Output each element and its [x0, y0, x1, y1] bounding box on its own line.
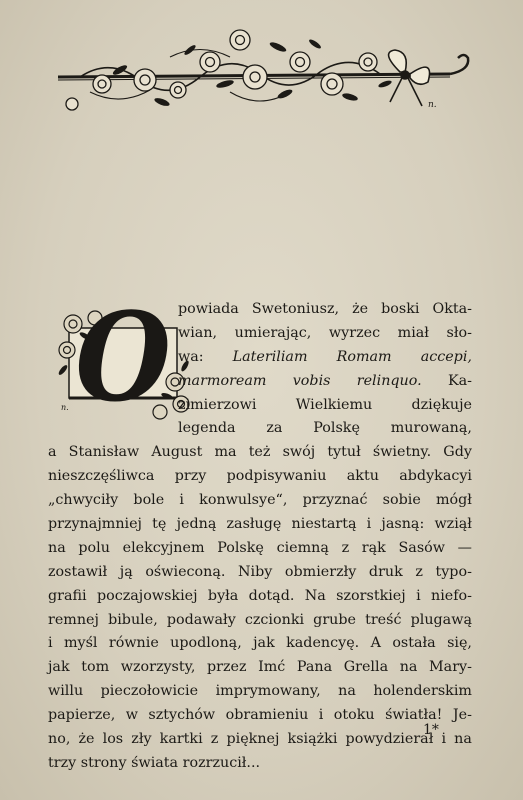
word: holenderskim — [373, 683, 472, 700]
drop-cap-letter: O — [75, 285, 171, 429]
word: że — [78, 731, 95, 748]
word: legenda — [178, 420, 236, 437]
text-line — [48, 585, 472, 609]
word: w — [125, 707, 138, 724]
word: typo- — [435, 563, 472, 580]
word: świata — [131, 754, 179, 771]
word: vobis — [292, 372, 331, 389]
word: oświeconą. — [145, 563, 226, 580]
word: Lateriliam — [232, 348, 308, 365]
word: podpisywaniu — [226, 468, 327, 485]
word: bibule, — [108, 611, 158, 628]
word: a — [48, 444, 57, 461]
word: papierze, — [48, 707, 116, 724]
word: nieszczęśliwca — [48, 468, 155, 485]
word: się, — [447, 635, 472, 652]
word: że — [352, 301, 369, 317]
floral-headpiece-ornament — [50, 22, 480, 117]
word: jak — [48, 659, 70, 676]
word: zostawił — [48, 563, 108, 580]
word: Grella — [343, 659, 389, 676]
svg-text:n.: n. — [61, 403, 69, 412]
text-line — [48, 489, 472, 513]
word: myśl — [63, 635, 98, 652]
word: no, — [48, 731, 71, 748]
text-line — [48, 441, 472, 465]
word: A — [370, 635, 381, 652]
word: imprymowany, — [215, 683, 321, 700]
word: Romam — [336, 348, 392, 365]
word: elekcyjnem — [122, 539, 205, 556]
word: poczajowskiej — [96, 587, 198, 604]
word: los — [102, 731, 124, 748]
word: obramieniu — [225, 707, 309, 724]
word: kadencyę. — [286, 635, 360, 652]
word: murowaną, — [390, 420, 472, 437]
word: obmierzły — [284, 563, 357, 580]
word: Stanisław — [68, 444, 140, 461]
word: tę — [152, 516, 167, 533]
word: jak — [253, 635, 275, 652]
word: trzy — [48, 754, 77, 771]
text-line — [48, 322, 472, 346]
word: na — [338, 683, 356, 700]
word: i — [318, 707, 324, 724]
word: i — [48, 635, 53, 652]
word: i — [366, 516, 372, 533]
word: Wielkiemu — [295, 396, 373, 413]
word: z — [210, 731, 219, 748]
main-paragraph — [48, 298, 472, 776]
word: jasną: — [381, 516, 425, 533]
word: Gdy — [443, 444, 472, 461]
word: Je- — [452, 707, 472, 724]
word: przynajmniej — [48, 516, 142, 533]
word: na — [454, 731, 472, 748]
word: sobie — [382, 492, 421, 509]
word: sło- — [446, 324, 472, 341]
headpiece-signature: n. — [428, 100, 437, 110]
word: — — [457, 539, 472, 556]
word: mógł — [435, 492, 472, 509]
word: polu — [78, 539, 110, 556]
text-line — [48, 704, 472, 728]
word: wzorzysty, — [120, 659, 196, 676]
word: accepi, — [420, 348, 472, 365]
text-line — [48, 417, 472, 441]
word: plugawą — [410, 611, 472, 628]
word: upodloną, — [170, 635, 242, 652]
word: świetny. — [372, 444, 432, 461]
word: Okta- — [432, 301, 472, 317]
word: rąk — [361, 539, 386, 556]
text-line — [48, 728, 472, 752]
word: niefo- — [431, 587, 472, 604]
word: Na — [304, 587, 326, 604]
word: „chwyciły — [48, 492, 119, 509]
word: przyznać — [302, 492, 368, 509]
text-line — [48, 537, 472, 561]
word: światła! — [385, 707, 443, 724]
word: pięknej — [226, 731, 280, 748]
word: sztychów — [148, 707, 216, 724]
word: na — [399, 659, 418, 676]
word: zasługę — [226, 516, 282, 533]
word: równie — [108, 635, 159, 652]
word: z — [415, 563, 423, 580]
word: przy — [174, 468, 207, 485]
word: strony — [80, 754, 127, 771]
word: ciemną — [276, 539, 329, 556]
page-number: 1* — [423, 722, 439, 738]
word: boski — [381, 301, 420, 317]
word: dotąd. — [248, 587, 295, 604]
word: i — [441, 731, 447, 748]
word: podawały — [166, 611, 236, 628]
word: Ka- — [447, 372, 472, 389]
text-line — [48, 370, 472, 394]
word: otoku — [333, 707, 375, 724]
word: wa: — [178, 348, 204, 365]
word: miał — [397, 324, 429, 341]
word: szorstkiej — [336, 587, 406, 604]
word: z — [341, 539, 350, 556]
text-line — [48, 513, 472, 537]
text-line — [48, 656, 472, 680]
word: Polskę — [313, 420, 360, 437]
word: abdykacyi — [399, 468, 472, 485]
word: ostała — [392, 635, 436, 652]
word: bole — [133, 492, 165, 509]
word: treść — [365, 611, 402, 628]
word: ma — [214, 444, 237, 461]
word: powydzierał — [345, 731, 434, 748]
word: remnej — [48, 611, 99, 628]
word: przez — [206, 659, 247, 676]
word: też — [248, 444, 271, 461]
text-line — [48, 394, 472, 418]
word: konwulsye“, — [199, 492, 288, 509]
word: wziął — [434, 516, 472, 533]
word: Niby — [238, 563, 273, 580]
word: relinquo. — [356, 372, 422, 389]
word: i — [416, 587, 421, 604]
text-line — [48, 298, 472, 322]
word: swój — [282, 444, 316, 461]
word: zły — [131, 731, 152, 748]
word: August — [151, 444, 203, 461]
word: Pana — [296, 659, 333, 676]
word: Swetoniusz, — [251, 301, 340, 317]
word: rozrzucił... — [182, 754, 261, 771]
word: dziękuje — [411, 396, 472, 413]
word: czcionki — [244, 611, 305, 628]
word: za — [266, 420, 283, 437]
word: tom — [81, 659, 110, 676]
word: była — [207, 587, 239, 604]
word: tytuł — [327, 444, 361, 461]
word: willu — [48, 683, 84, 700]
text-line — [48, 561, 472, 585]
word: pieczołowicie — [100, 683, 199, 700]
word: wian, — [178, 324, 218, 341]
word: aktu — [346, 468, 379, 485]
word: i — [179, 492, 184, 509]
word: druk — [368, 563, 403, 580]
text-line — [48, 632, 472, 656]
word: Sasów — [398, 539, 445, 556]
word: umierając, — [234, 324, 312, 341]
word: zimierzowi — [178, 396, 257, 413]
word: ją — [119, 563, 133, 580]
word: Polskę — [217, 539, 264, 556]
word: Mary- — [429, 659, 472, 676]
word: marmoream — [178, 372, 267, 389]
text-line — [48, 609, 472, 633]
word: niestartą — [291, 516, 357, 533]
word: grafii — [48, 587, 87, 604]
text-line — [48, 752, 472, 776]
word: kartki — [159, 731, 203, 748]
word: na — [48, 539, 66, 556]
text-line — [48, 680, 472, 704]
word: powiada — [178, 301, 239, 317]
text-line — [48, 346, 472, 370]
text-line — [48, 465, 472, 489]
word: książki — [287, 731, 338, 748]
word: Imć — [258, 659, 286, 676]
word: grube — [313, 611, 356, 628]
word: jedną — [176, 516, 217, 533]
word: wyrzec — [328, 324, 381, 341]
